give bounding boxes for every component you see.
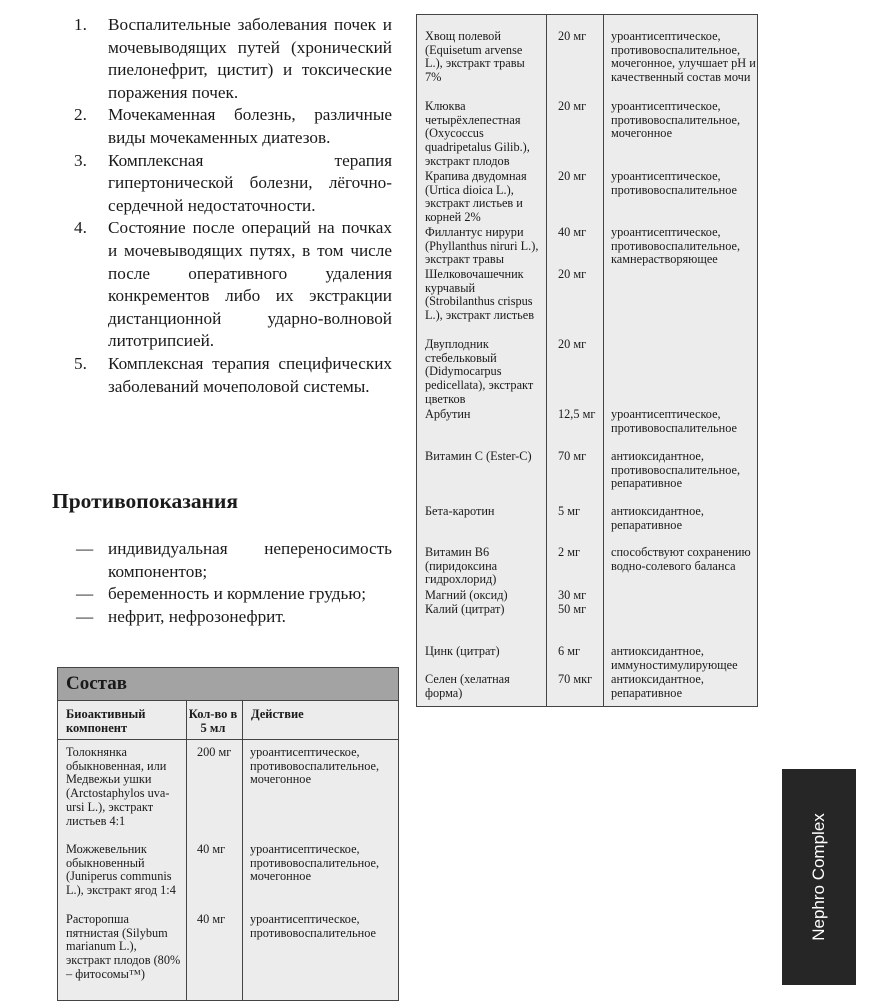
component-name: Цинк (цитрат) (425, 644, 500, 658)
component-amount: 5 мг (558, 504, 581, 518)
component-name: Расторопша пятнистая (Silybum marianum L.), экстракт плодов (80% – фитосомы™) (66, 912, 181, 981)
component-amount: 2 мг (558, 545, 581, 559)
component-action: уроантисептическое, противовоспалительное, мочегонное (250, 842, 380, 884)
component-action: антиоксидантное, противовоспалительное, репаративное (611, 449, 741, 491)
contraindication-item: — нефрит, нефрозонефрит. (76, 606, 286, 626)
component-amount: 70 мг (558, 449, 587, 463)
component-name: Толокнянка обыкновенная, или Медвежьи ушки (Arctostaphylos uva-ursi L.), экстракт листьев 4:1 (66, 745, 170, 828)
component-name: Арбутин (425, 407, 471, 421)
component-name: Клюква четырёхлепестная (Oxycoccus quadripetalus Gilib.), экстракт плодов (425, 99, 530, 168)
product-name-label: Nephro Complex (809, 813, 828, 941)
contraindication-item: — индивидуальная непереносимость компонентов; (76, 539, 392, 581)
product-side-tab (782, 769, 856, 985)
header-amount: Кол-во в 5 мл (188, 707, 238, 735)
component-action: уроантисептическое, противовоспалительное, мочегонное, улучшает pH и качественный состав мочи (611, 29, 756, 85)
column-divider (186, 701, 187, 1001)
component-name: Филлантус нирури (Phyllanthus niruri L.), экстракт травы (425, 225, 539, 267)
component-name: Можжевельник обыкновенный (Juniperus communis L.), экстракт ягод 1:4 (66, 842, 176, 898)
indication-item: 3. Комплексная терапия гипертонической болезни, лёгочно-сердечной недостаточности. (74, 150, 392, 215)
component-amount: 20 мг (558, 99, 587, 113)
contraindications-list (76, 538, 392, 628)
component-action: антиоксидантное, репаративное (611, 504, 704, 532)
component-amount: 40 мг (197, 842, 226, 856)
component-amount: 6 мг (558, 644, 581, 658)
component-action: способствуют сохранению водно-солевого баланса (611, 545, 751, 573)
component-name: Витамин С (Ester-C) (425, 449, 532, 463)
component-action: уроантисептическое, противовоспалительное (250, 912, 376, 940)
component-action: уроантисептическое, противовоспалительное (611, 407, 737, 435)
composition-table (57, 667, 399, 1001)
component-amount: 12,5 мг (558, 407, 596, 421)
composition-header-row (58, 701, 398, 740)
component-name: Калий (цитрат) (425, 602, 505, 616)
component-name: Крапива двудомная (Urtica dioica L.), экстракт листьев и корней 2% (425, 169, 527, 225)
header-action: Действие (251, 707, 304, 721)
component-amount: 200 мг (197, 745, 232, 759)
component-name: Шелковочашечник курчавый (Strobilanthus crispus L.), экстракт листьев (425, 267, 535, 323)
component-action: уроантисептическое, противовоспалительное, мочегонное (250, 745, 380, 787)
component-name: Селен (хелатная форма) (425, 672, 510, 700)
contraindication-item: — беременность и кормление грудью; (76, 584, 366, 604)
component-action: уроантисептическое, противовоспалительное, камнерастворяющее (611, 225, 741, 267)
indication-item: 2. Мочекаменная болезнь, различные виды мочекаменных диатезов. (74, 105, 392, 147)
indication-item: 5. Комплексная терапия специфических заболеваний мочеполовой системы. (74, 353, 392, 396)
component-amount: 20 мг (558, 169, 587, 183)
component-amount: 20 мг (558, 267, 587, 281)
component-name: Двуплодник стебельковый (Didymocarpus pedicellata), экстракт цветков (425, 337, 534, 406)
component-name: Хвощ полевой (Equisetum arvense L.), экстракт травы 7% (425, 29, 525, 85)
component-name: Витамин B6 (пиридоксина гидрохлорид) (425, 545, 498, 587)
component-name: Бета-каротин (425, 504, 495, 518)
contraindications-heading: Противопоказания (52, 489, 239, 513)
component-amount: 70 мкг (558, 672, 593, 686)
component-action: уроантисептическое, противовоспалительное, мочегонное (611, 99, 741, 141)
component-amount: 20 мг (558, 29, 587, 43)
component-amount: 40 мг (558, 225, 587, 239)
component-action: уроантисептическое, противовоспалительное (611, 169, 737, 197)
component-amount: 30 мг (558, 588, 587, 602)
column-divider (546, 15, 547, 706)
component-amount: 50 мг (558, 602, 587, 616)
indication-item: 4. Состояние после операций на почках и мочевыводящих путях, в том числе после оперативного удаления конкрементов либо их экстракции дистанционной ударно-волновой литотрипсией. (74, 218, 392, 351)
composition-table-continued (416, 14, 758, 707)
indications-list (70, 14, 392, 398)
component-action: антиоксидантное, репаративное (611, 672, 704, 700)
component-amount: 20 мг (558, 337, 587, 351)
component-action: антиоксидантное, иммуностимулирующее (611, 644, 738, 672)
component-name: Магний (оксид) (425, 588, 508, 602)
component-amount: 40 мг (197, 912, 226, 926)
header-component: Биоактивный компонент (66, 707, 146, 735)
composition-title: Состав (58, 668, 398, 701)
indication-item: 1. Воспалительные заболевания почек и мочевыводящих путей (хронический пиелонефрит, цистит) и токсические поражения почек. (74, 15, 392, 102)
